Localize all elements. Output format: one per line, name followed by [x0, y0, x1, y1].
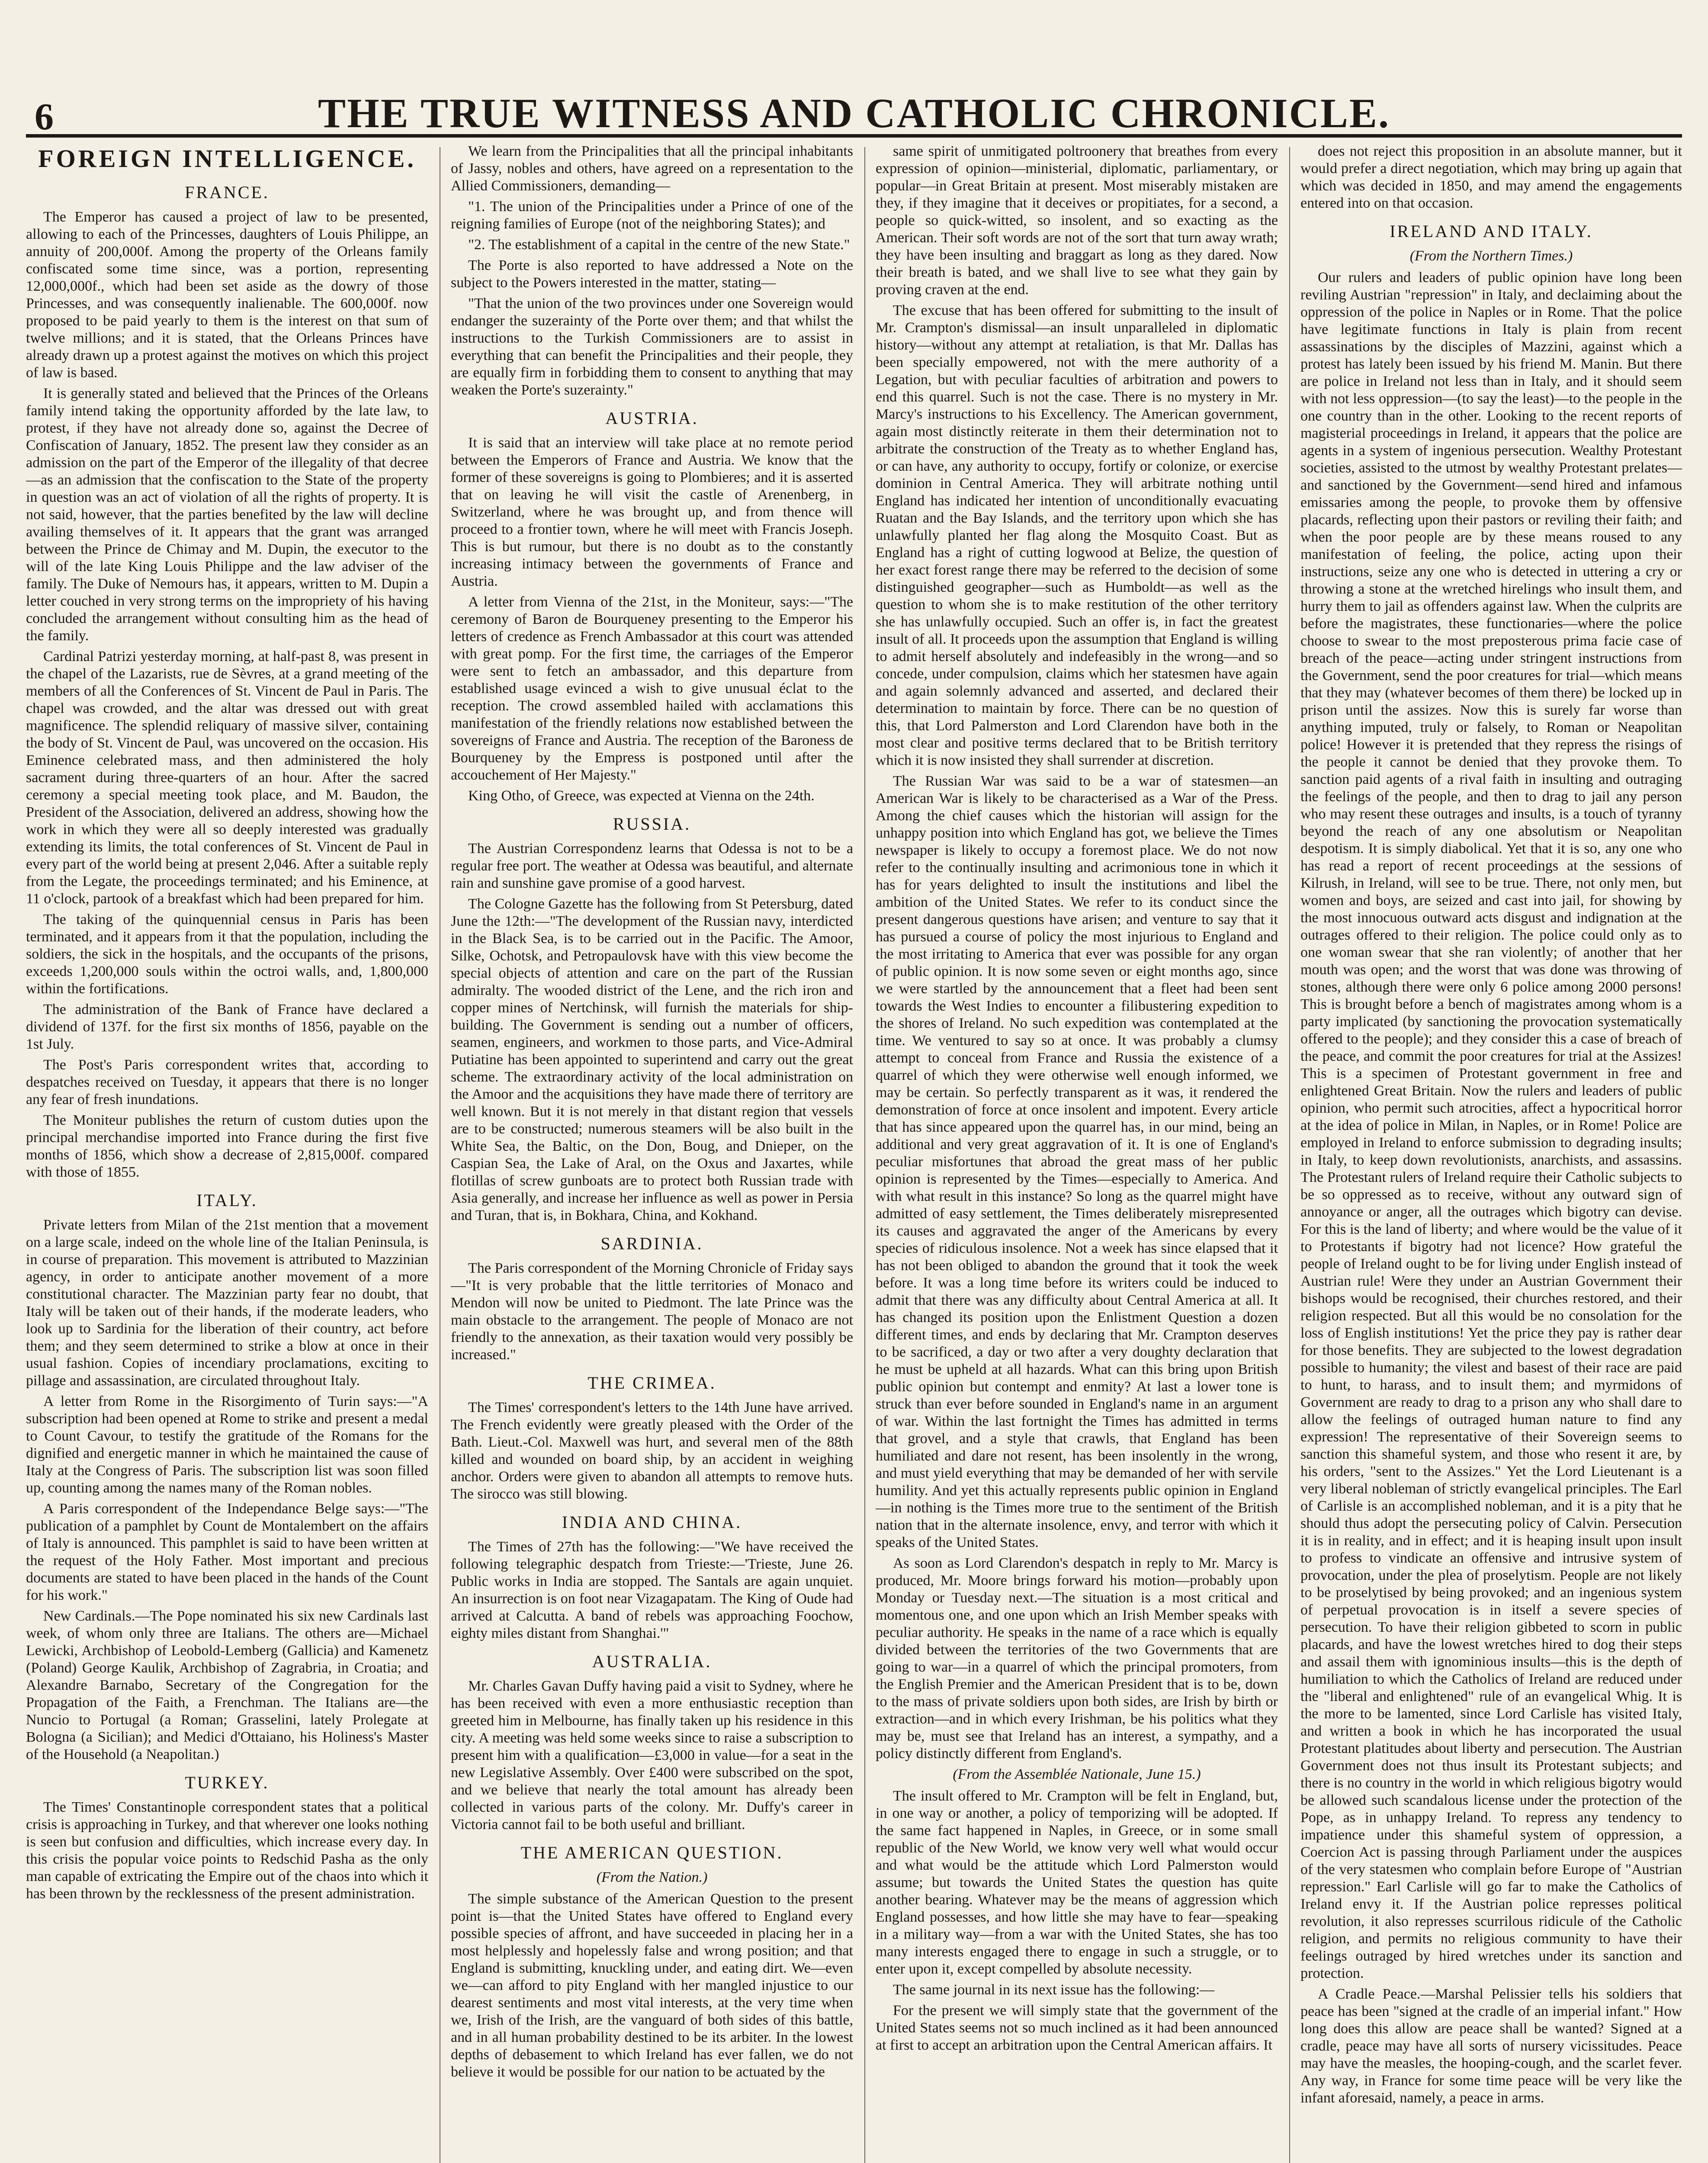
article-paragraph: The insult offered to Mr. Crampton will be felt in England, but, in one way or another, a policy of temporizing will be adopted. If the same fact happened in Naples, in Greece, or in some small republic of the New World, we know very well what would occur and what would be the attitude which Lord Palmerston would assume; but towards the United States the question has quite another bearing. Whatever may be the means of aggression which England possesses, and how little she may have to fear—speaking in a military way—from a war with the United States, she has too many interests engaged there to engage in such a struggle, or to enter upon it, except compelled by absolute necessity.	[876, 1788, 1278, 1977]
article-paragraph: The Times of 27th has the following:—"We have received the following telegraphic despatch from Trieste:—'Trieste, June 26. Public works in India are stopped. The Santals are again unquiet. An insurrection is on foot near Vizagapatam. The King of Oude had arrived at Calcutta. A band of rebels was approaching Foochow, eighty miles distant from Shanghai.'"	[451, 1539, 853, 1641]
article-paragraph: Our rulers and leaders of public opinion have long been reviling Austrian "repression" in Italy, and declaiming about the oppression of the police in Naples or in Rome. That the police have legitimate functions in Italy is plain from recent assassinations by the disciples of Mazzini, against which a protest has lately been issued by his friend M. Manin. But there are police in Ireland not less than in Italy, and it should seem with not less oppression—(to say the least)—to the people in the one country than in the other. Looking to the recent reports of magisterial proceedings in Ireland, it appears that the police are agents in a system of ingenious persecution. Wealthy Protestant societies, assisted to the utmost by wealthy Protestant prelates—and sanctioned by the Government—send hired and infamous emissaries among the people, to provoke them by offensive placards, reflecting upon their pastors or reviling their faith; and when the poor people are by these means roused to any manifestation of feeling, the police, acting upon their instructions, seize any one who is detected in uttering a cry or throwing a stone at the wretched hirelings who insult them, and hurry them to jail as offenders against law. When the culprits are before the magistrates, these functionaries—where the police choose to swear to the most preposterous prima facie case of breach of the peace—acting under stringent instructions from the Government, send the poor creatures for trial—which means that they may (whatever becomes of them there) be locked up in prison until the assizes. Now this is surely far worse than anything imputed, truly or falsely, to Roman or Neapolitan police! However it is pretended that they repress the risings of the people it cannot be denied that they provoke them. To sanction paid agents of a rival faith in insulting and outraging the feelings of the people, and then to drag to jail any person who may resent these outrages and insults, is a touch of tyranny beyond the reach of any one absolutism or Neapolitan despotism. It is simply diabolical. Yet that it is so, any one who has read a report of recent proceedings at the sessions of Kilrush, in Ireland, will see to be true. There, not only men, but women and boys, are seized and cast into jail, for showing by the most innocuous outward acts disgust and indignation at the outrages offered to their religion. The police could only as to one woman swear that she ran violently; of another that her mouth was open; and the worst that was done was throwing of stones, although there were only 6 police among 2000 persons! This is brought before a bench of magistrates among whom is a party implicated (by sanctioning the provocation systematically offered to the people); and they consider this a case of breach of the peace, and commit the poor creatures for trial at the Assizes! This is a specimen of Protestant government in free and enlightened Great Britain. Now the rulers and leaders of public opinion, who permit such atrocities, affect a hypocritical horror at the idea of police in Milan, in Naples, or in Rome! Police are employed in Ireland to enforce submission to degrading insults; in Italy, to keep down revolutionists, anarchists, and assassins. The Protestant rulers of Ireland require their Catholic subjects to be so oppressed as to receive, without any outward sign of annoyance or anger, all the outrages which bigotry can devise. For this is the land of liberty; and where would be the value of it to Protestants if bigotry had not licence? How grateful the people of Ireland ought to be for living under English instead of Austrian rule! Were they under an Austrian Government their bishops would be recognised, their churches restored, and their religion respected. But all this would be no consolation for the loss of English institutions! Yet the price they pay is rather dear for those benefits. They are subjected to the lowest degradation possible to humanity; the vilest and basest of their race are paid to hunt, to harass, and to insult them; and myrmidons of Government are ready to drag to a prison any who shall dare to allow the feelings of outraged human nature to find any expression! The representative of their Sovereign seems to sanction this shameful system, and those who resent it are, by his orders, "sent to the Assizes." Yet the Lord Lieutenant is a very liberal nobleman of strictly evangelical principles. The Earl of Carlisle is an accomplished nobleman, and it is a pity that he should thus adopt the persecuting policy of Calvin. Persecution it is in reality, and in effect; and it is heaping insult upon insult to profess to vindicate an offensive and intrusive system of provocation, under the plea of proselytism. People are not likely to be proselytised by being provoked; and an ingenious system of perpetual provocation is in itself a severe species of persecution. To have their religion gibbeted to scorn in public placards, and have the lowest wretches hired to dog their steps and assail them with ignominious insults—this is the depth of humiliation to which the Catholics of Ireland are reduced under the "liberal and enlightened" rule of an evangelical Whig. It is the more to be lamented, since Lord Carlisle has visited Italy, and written a book in which he has incorporated the usual Protestant platitudes about liberty and persecution. The Austrian Government does not thus insult its Protestant subjects; and there is no country in the world in which religious bigotry would be allowed such scandalous license under the protection of the Pope, as in unhappy Ireland. To repress any tendency to impatience under this shameful system of oppression, a Coercion Act is passing through Parliament under the auspices of the very statesmen who complain before Europe of "Austrian repression." Earl Carlisle will go far to make the Catholics of Ireland envy it. If the Austrian police represses political revolution, it also represses scurrilous ridicule of the Catholic religion, and permits no religious community to have their feelings outraged by hired wretches under its sanction and protection.	[1300, 270, 1682, 1981]
article-paragraph: The Paris correspondent of the Morning Chronicle of Friday says—"It is very probable that the little territories of Monaco and Mendon will now be united to Piedmont. The late Prince was the main obstacle to the arrangement. The people of Monaco are not friendly to the annexation, as their taxation would very possibly be increased."	[451, 1260, 853, 1363]
article-paragraph: The Emperor has caused a project of law to be presented, allowing to each of the Princesses, daughters of Louis Philippe, an annuity of 200,000f. Among the property of the Orleans family confiscated some time since, was a portion, representing 12,000,000f., which had been set aside as the dowry of those Princesses, and was consequently inalienable. The 600,000f. now proposed to be paid yearly to them is the interest on that sum of twelve millions; and it is stated, that the Orleans Princes have already drawn up a protest against the motives on which this project of law is based.	[26, 209, 428, 381]
article-paragraph: The simple substance of the American Question to the present point is—that the United States have offered to England every possible species of affront, and have succeeded in placing her in a most helplessly and hopelessly false and wrong position; and that England is submitting, knuckling under, and eating dirt. We—even we—can afford to pity England with her mangled injustice to our dearest sentiments and most vital interests, at the very time when we, Irish of the Irish, are the vanguard of both sides of this battle, and in all human probability destined to be its arbiter. In the lowest depths of debasement to which Ireland has ever fallen, we do not believe it would be possible for our nation to be actuated by the	[451, 1891, 853, 2080]
columns	[26, 143, 1682, 2163]
column-rule	[864, 147, 865, 2163]
article-paragraph: A Paris correspondent of the Independance Belge says:—"The publication of a pamphlet by Count de Montalembert on the affairs of Italy is announced. This pamphlet is said to have been written at the request of the Holy Father. Most important and precious documents are stated to have been placed in the hands of the Count for his work."	[26, 1501, 428, 1603]
article-paragraph: does not reject this proposition in an absolute manner, but it would prefer a direct negotiation, which may bring up again that which was decided in 1850, and may amend the engagements entered into on that occasion.	[1300, 143, 1682, 211]
source-credit: (From the Nation.)	[596, 1869, 708, 1885]
article-paragraph: The Cologne Gazette has the following from St Petersburg, dated June the 12th:—"The development of the Russian navy, interdicted in the Black Sea, is to be carried out in the Pacific. The Amoor, Silke, Ochotsk, and Petropaulovsk have with this view become the special objects of attention and care on the part of the Russian admiralty. The wooded district of the Lene, and the rich iron and copper mines of Nertchinsk, will furnish the materials for ship-building. The Government is sending out a number of officers, seamen, engineers, and workmen to those parts, and Vice-Admiral Putiatine has been appointed to superintend and carry out the great scheme. The extraordinary activity of the local administration on the Amoor and the acquisitions they have made there of territory are well known. But it is not merely in that distant region that vessels are to be constructed; numerous steamers will be also built in the White Sea, the Baltic, on the Don, Boug, and Dnieper, on the Caspian Sea, the Lake of Aral, on the Oxus and Jaxartes, while flotillas of screw gunboats are to protect both Russian trade with Asia generally, and increase her influence as well as power in Persia and Turan, that is, in Bokhara, China, and Kokhand.	[451, 896, 853, 1223]
column-4	[1300, 143, 1682, 2163]
source-credit: (From the Assemblée Nationale, June 15.)	[953, 1766, 1201, 1782]
article-paragraph: Mr. Charles Gavan Duffy having paid a visit to Sydney, where he has been received with even a more enthusiastic reception than greeted him in Melbourne, has finally taken up his residence in this city. A meeting was held some weeks since to raise a subscription to present him with a qualification—£3,000 in value—for a seat in the new Legislative Assembly. Over £400 were subscribed on the spot, and we believe that nearly the total amount has already been collected in various parts of the colony. Mr. Duffy's career in Victoria cannot fail to be both useful and brilliant.	[451, 1678, 853, 1832]
column-3	[876, 143, 1278, 2163]
article-paragraph: The same journal in its next issue has the following:—	[893, 1982, 1215, 1998]
subhead-ireland-italy: IRELAND AND ITALY.	[1390, 221, 1593, 241]
masthead	[26, 87, 1682, 138]
column-rule	[1289, 147, 1290, 2163]
article-paragraph: We learn from the Principalities that all the principal inhabitants of Jassy, nobles and others, have agreed on a representation to the Allied Commissioners, demanding—	[451, 143, 853, 194]
article-paragraph: The Post's Paris correspondent writes that, according to despatches received on Tuesday, it appears that there is no longer any fear of fresh inundations.	[26, 1057, 428, 1107]
article-paragraph: The Russian War was said to be a war of statesmen—an American War is likely to be characterised as a War of the Press. Among the chief causes which the historian will assign for the unhappy position into which England has got, we believe the Times newspaper is likely to occupy a foremost place. We do not now refer to the continually insulting and acrimonious tone in which it has for years delighted to insult the institutions and libel the ambition of the United States. We refer to its conduct since the present dangerous questions have arisen; and venture to say that it has pursued a course of policy the most injurious to England and the most irritating to America that ever was possible for any organ of public opinion. It is now some seven or eight months ago, since we were startled by the announcement that a fleet had been sent towards the West Indies to encounter a filibustering expedition to the shores of Ireland. No such expedition was contemplated at the time. We ventured to say so at once. It was probably a clumsy attempt to conceal from France and Russia the existence of a quarrel of which they were otherwise well enough informed, we may be certain. So perfectly transparent as it was, it rendered the demonstration of force at once insolent and impotent. Every article that has since appeared upon the quarrel has, in our mind, being an additional and very great aggravation of it. It is one of England's peculiar misfortunes that abroad the great mass of her public opinion is represented by the Times—especially to America. And with what result in this instance? So long as the quarrel might have admitted of easy settlement, the Times deliberately misrepresented its causes and aggravated the anger of the Americans by every species of ridiculous insolence. Not a week has since elapsed that it has not been obliged to abandon the ground that it took the week before. It was a long time before its writers could be induced to admit that there was any difficulty about Central America at all. It has changed its position upon the Enlistment Question a dozen different times, and ends by declaring that Mr. Crampton deserves to be sacrificed, a day or two after a very doughty declaration that he must be upheld at all hazards. What can this bring upon British public opinion but contempt and enmity? At last a lower tone is struck than ever before sounded in England's name in an argument of war. Within the last fortnight the Times has admitted in terms that grovel, and a style that crawls, that England has been humiliated and dare not resent, has been insolently in the wrong, and must yield everything that may be demanded of her with servile humility. And yet this actually represents public opinion in England—in nothing is the Times more true to the sentiment of the British nation that in the alternate insolence, envy, and terror with which it speaks of the United States.	[876, 773, 1278, 1550]
article-paragraph: The excuse that has been offered for submitting to the insult of Mr. Crampton's dismissal—an insult unparalleled in diplomatic history—without any attempt at retaliation, is that Mr. Dallas has been specially empowered, not with the mere authority of a Legation, but with peculiar faculties of arbitration and powers to end this quarrel. Such is not the case. There is no mystery in Mr. Marcy's instructions to his Excellency. The American government, again most distinctly reiterate in them their determination not to arbitrate the construction of the Treaty as to whether England has, or can have, any authority to occupy, fortify or colonize, or exercise dominion in Central America. They will arbitrate nothing until England has indicated her intention of unconditionally evacuating Ruatan and the Bay Islands, and the territory upon which she has unlawfully planted her flag along the Mosquito Coast. But as England has a right of cutting logwood at Belize, the question of her exact forest range there may be referred to the decision of some distinguished geographer—such as Humboldt—as well as the question to whom she is to make restitution of the other territory she has unlawfully occupied. Such an offer is, in fact the greatest insult of all. It proceeds upon the assumption that England is willing to admit herself absolutely and indefeasibly in the wrong—and so concede, under compulsion, claims which her statesmen have again and again solemnly advanced and asserted, and declared their determination to maintain by force. There can be no question of this, that Lord Palmerston and Lord Clarendon have both in the most clear and positive terms declared that to be British territory which it is now insisted they shall surrender at discretion.	[876, 302, 1278, 768]
article-paragraph: The Moniteur publishes the return of custom duties upon the principal merchandise imported into France during the first five months of 1856, which show a decrease of 2,815,000f. compared with those of 1855.	[26, 1112, 428, 1180]
article-paragraph: It is generally stated and believed that the Princes of the Orleans family intend taking the opportunity afforded by the late law, to protest, if they have not already done so, against the Decree of Confiscation of January, 1852. The present law they consider as an admission on the part of the Emperor of the illegality of that decree—as an admission that the confiscation to the State of the property in question was an act of violation of all the rights of property. It is not said, however, that the parties benefited by the law will decline availing themselves of it. It appears that the grant was arranged between the Prince de Chimay and M. Dupin, the executor to the will of the late King Louis Philippe and the law adviser of the family. The Duke of Nemours has, it appears, written to M. Dupin a letter couched in very strong terms on the impropriety of his having concluded the arrangement without consulting him as the head of the family.	[26, 385, 428, 644]
article-paragraph: "2. The establishment of a capital in the centre of the new State."	[468, 237, 850, 253]
subhead-australia: AUSTRALIA.	[592, 1652, 712, 1671]
subhead-turkey: TURKEY.	[185, 1773, 270, 1792]
article-paragraph: It is said that an interview will take place at no remote period between the Emperors of France and Austria. We know that the former of these sovereigns is going to Plombieres; and it is asserted that on leaving he will visit the castle of Arenenberg, in Switzerland, where he was brought up, and from thence will proceed to a frontier town, where he will meet with Francis Joseph. This is but rumour, but there is no doubt as to the constantly increasing intimacy between the governments of France and Austria.	[451, 435, 853, 589]
article-paragraph: The Porte is also reported to have addressed a Note on the subject to the Powers interested in the matter, stating—	[451, 257, 853, 291]
subhead-india-china: INDIA AND CHINA.	[562, 1512, 742, 1532]
paper-title: THE TRUE WITNESS AND CATHOLIC CHRONICLE.	[318, 90, 1390, 136]
article-paragraph: The Austrian Correspondenz learns that Odessa is not to be a regular free port. The weather at Odessa was beautiful, and alternate rain and sunshine gave promise of a good harvest.	[451, 841, 853, 891]
article-paragraph: As soon as Lord Clarendon's despatch in reply to Mr. Marcy is produced, Mr. Moore brings forward his motion—probably upon Monday or Tuesday next.—The situation is a most critical and momentous one, and one upon which an Irish Member speaks with peculiar authority. He speaks in the name of a race which is equally divided between the territories of the two Governments that are going to war—in a quarrel of which the principal promoters, from the English Premier and the American President that is to be, down to the mass of private soldiers upon both sides, are Irish by birth or extraction—and in which every Irishman, be his politics what they may be, must see that Ireland has an interest, a sympathy, and a policy distinctly different from England's.	[876, 1555, 1278, 1762]
article-paragraph: The Times' correspondent's letters to the 14th June have arrived. The French evidently were greatly pleased with the Order of the Bath. Lieut.-Col. Maxwell was hurt, and several men of the 88th killed and wounded on board ship, by an accident in weighing anchor. Orders were given to abandon all attempts to remove huts. The sirocco was still blowing.	[451, 1399, 853, 1502]
article-paragraph: A letter from Vienna of the 21st, in the Moniteur, says:—"The ceremony of Baron de Bourqueney presenting to the Emperor his letters of credence as French Ambassador at this court was attended with great pomp. For the first time, the carriages of the Emperor were sent to fetch an ambassador, and this departure from established usage evinced a wish to give unusual éclat to the reception. The crowd assembled hailed with acclamations this manifestation of the friendly relations now established between the sovereigns of France and Austria. The reception of the Baroness de Bourqueney by the Empress is postponed until after the accouchement of Her Majesty."	[451, 594, 853, 783]
subhead-crimea: THE CRIMEA.	[588, 1373, 716, 1393]
source-credit: (From the Northern Times.)	[1409, 248, 1573, 264]
subhead-austria: AUSTRIA.	[605, 408, 699, 428]
column-1	[26, 143, 428, 2163]
subhead-american-question: THE AMERICAN QUESTION.	[520, 1843, 783, 1862]
article-paragraph: New Cardinals.—The Pope nominated his six new Cardinals last week, of whom only three are Italians. The others are—Michael Lewicki, Archbishop of Leobold-Lemberg (Gallicia) and Kamenetz (Poland) George Kaulik, Archbishop of Zagrabria, in Croatia; and Alexandre Barnabo, Secretary of the Congregation for the Propagation of the Faith, a Frenchman. The Italians are—the Nuncio to Portugal (a Roman; Grasselini, lately Prolegate at Bologna (a Sicilian); and Medici d'Ottaiano, his Holiness's Master of the Household (a Neapolitan.)	[26, 1608, 428, 1762]
subhead-russia: RUSSIA.	[613, 814, 691, 834]
article-paragraph: The administration of the Bank of France have declared a dividend of 137f. for the first six months of 1856, payable on the 1st July.	[26, 1001, 428, 1052]
column-2	[451, 143, 853, 2163]
article-paragraph: A Cradle Peace.—Marshal Pelissier tells his soldiers that peace has been "signed at the cradle of an imperial infant." How long does this allow are peace shall be wanted? Signed at a cradle, peace may have all sorts of nursery vicissitudes. Peace may have the measles, the hooping-cough, and the scarlet fever. Any way, in France for some time peace will be very like the infant aforesaid, namely, a peace in arms.	[1300, 1986, 1682, 2106]
article-paragraph: For the present we will simply state that the government of the United States seems not so much inclined as it had been announced at first to accept an arbitration upon the Central American affairs. It	[876, 2003, 1278, 2053]
article-paragraph: "1. The union of the Principalities under a Prince of one of the reigning families of Europe (not of the neighboring States); and	[451, 199, 853, 232]
subhead-france: FRANCE.	[185, 183, 270, 202]
article-paragraph: King Otho, of Greece, was expected at Vienna on the 24th.	[468, 788, 815, 804]
article-paragraph: same spirit of unmitigated poltroonery that breathes from every expression of opinion—ministerial, diplomatic, parliamentary, or popular—in Great Britain at present. Most miserably mistaken are they, if they imagine that it deceives or propitiates, for a second, a people so quick-witted, so insolent, and so exacting as the American. Their soft words are not of the sort that turn away wrath; they have been insulting and braggart as long as they dared. Now their breath is bated, and we shall live to see what they gain by proving craven at the end.	[876, 143, 1278, 298]
article-paragraph: The Times' Constantinople correspondent states that a political crisis is approaching in Turkey, and that wherever one looks nothing is seen but confusion and difficulties, which increase every day. In this crisis the popular voice points to Redschid Pasha as the only man capable of extricating the Empire out of the chaos into which it has been thrown by the recklessness of the present administration.	[26, 1799, 428, 1902]
article-paragraph: The taking of the quinquennial census in Paris has been terminated, and it appears from it that the population, including the soldiers, the sick in the hospitals, and the occupants of the prisons, exceeds 1,200,000 souls within the octroi walls, and, 1,800,000 within the fortifications.	[26, 911, 428, 997]
article-paragraph: A letter from Rome in the Risorgimento of Turin says:—"A subscription had been opened at Rome to strike and present a medal to Count Cavour, to testify the gratitude of the Romans for the dignified and energetic manner in which he maintained the cause of Italy at the Congress of Paris. The subscription list was soon filled up, counting among the names many of the Roman nobles.	[26, 1393, 428, 1496]
article-paragraph: Cardinal Patrizi yesterday morning, at half-past 8, was present in the chapel of the Lazarists, rue de Sèvres, at a grand meeting of the members of all the Conferences of St. Vincent de Paul in Paris. The chapel was crowded, and the altar was dressed out with great magnificence. The splendid reliquary of massive silver, containing the body of St. Vincent de Paul, was uncovered on the occasion. His Eminence celebrated mass, and then administered the holy sacrament during three-quarters of an hour. After the sacred ceremony a special meeting took place, and M. Baudon, the President of the Association, delivered an address, showing how the work in which they were all so deeply interested was gradually extending its limits, the total conferences of St. Vincent de Paul in every part of the world being at present 2,046. After a suitable reply from the Legate, the proceedings terminated; and his Eminence, at 11 o'clock, partook of a breakfast which had been prepared for him.	[26, 648, 428, 907]
section-heading: FOREIGN INTELLIGENCE.	[38, 144, 416, 173]
page-number: 6	[35, 96, 54, 138]
article-paragraph: "That the union of the two provinces under one Sovereign would endanger the suzerainty of the Porte over them; and that whilst the instructions to the Turkish Commissioners are to assist in everything that can benefit the Principalities and their people, they are equally firm in forbidding them to consent to anything that may weaken the Porte's suzerainty."	[451, 295, 853, 398]
subhead-sardinia: SARDINIA.	[600, 1234, 703, 1253]
article-paragraph: Private letters from Milan of the 21st mention that a movement on a large scale, indeed on the whole line of the Italian Peninsula, is in course of preparation. This movement is attributed to Mazzinian agency, in order to anticipate another movement of a more constitutional character. The Mazzinian party fear no doubt, that Italy will be taken out of their hands, if the moderate leaders, who look up to Sardinia for the liberation of their country, act before them; and they seem determined to strike a blow at once in their usual fashion. Copies of incendiary proclamations, exciting to pillage and assassination, are circulated throughout Italy.	[26, 1217, 428, 1389]
subhead-italy: ITALY.	[196, 1191, 258, 1210]
